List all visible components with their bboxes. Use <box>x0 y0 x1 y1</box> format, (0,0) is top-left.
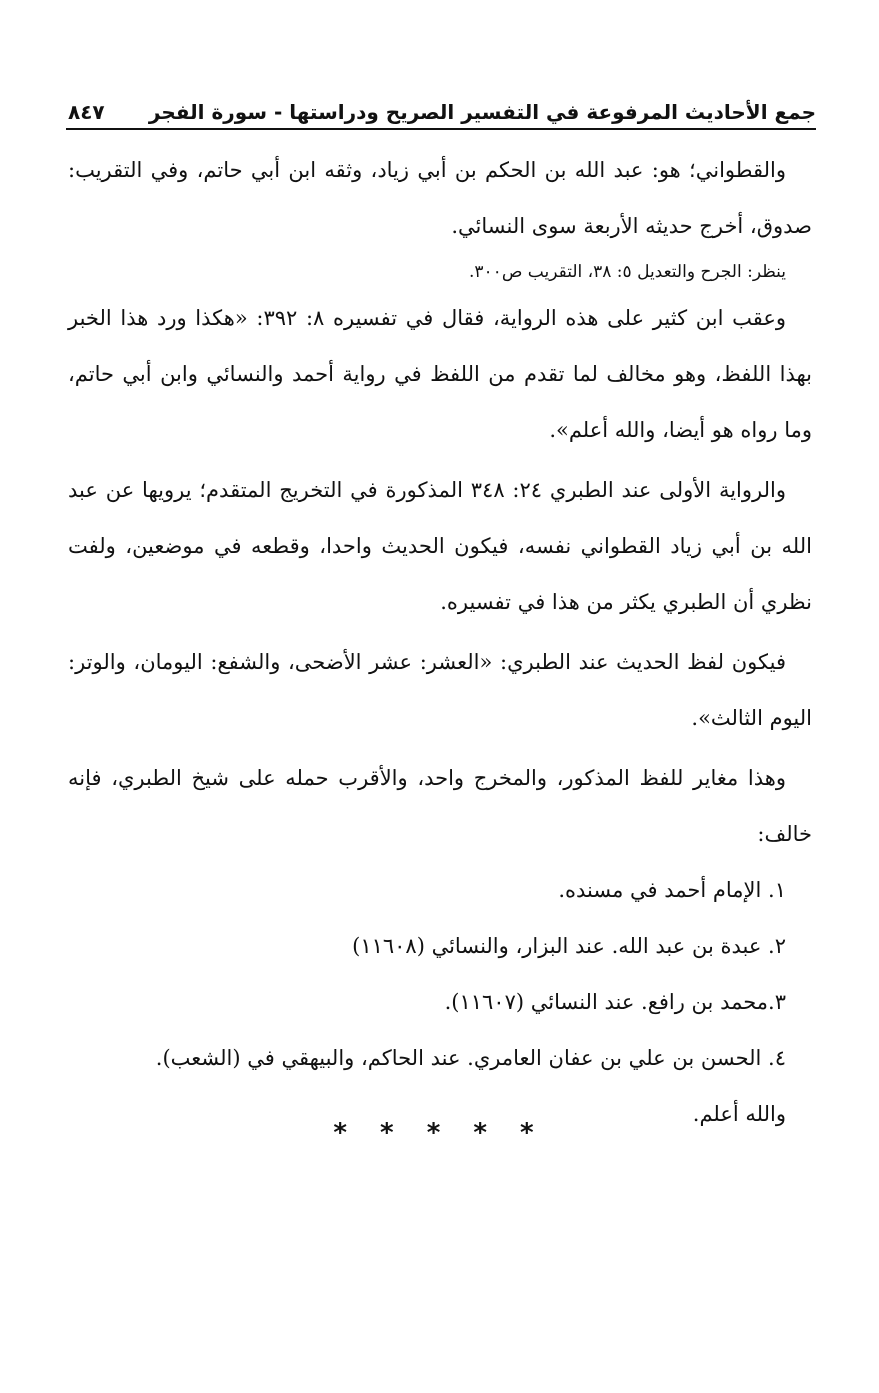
running-title: جمع الأحاديث المرفوعة في التفسير الصريح ودراستها - سورة الفجر <box>148 100 816 124</box>
paragraph-qatwani: والقطواني؛ هو: عبد الله بن الحكم بن أبي زياد، وثقه ابن أبي حاتم، وفي التقريب: صدوق، أخرج حديثه الأربعة سوى النسائي. <box>68 158 812 238</box>
list-item-3: ٣.محمد بن رافع. عند النسائي (١١٦٠٧). <box>444 990 786 1014</box>
reference-note: ينظر: الجرح والتعديل ٥: ٣٨، التقريب ص٣٠٠. <box>469 262 786 282</box>
paragraph-ibn-kathir: وعقب ابن كثير على هذه الرواية، فقال في تفسيره ٨: ٣٩٢: «هكذا ورد هذا الخبر بهذا اللفظ، وهو مخالف لما تقدم من اللفظ في رواية أحمد والنسائي وابن أبي حاتم، وما رواه هو أيضا، والله أعلم». <box>68 306 812 442</box>
page-body <box>68 142 812 1142</box>
paragraph-first-narration: والرواية الأولى عند الطبري ٢٤: ٣٤٨ المذكورة في التخريج المتقدم؛ يرويها عن عبد الله بن أبي زياد القطواني نفسه، فيكون الحديث واحدا، وقطعه في موضعين، ولفت نظري أن الطبري يكثر من هذا في تفسيره. <box>68 478 812 614</box>
list-item-4: ٤. الحسن بن علي بن عفان العامري. عند الحاكم، والبيهقي في (الشعب). <box>155 1046 786 1070</box>
section-separator: * * * * * <box>333 1118 546 1148</box>
page-header <box>66 92 816 130</box>
page-number: ٨٤٧ <box>68 100 105 124</box>
closing-line: والله أعلم. <box>692 1102 786 1126</box>
list-item-1: ١. الإمام أحمد في مسنده. <box>558 878 786 902</box>
list-item-2: ٢. عبدة بن عبد الله. عند البزار، والنسائي (١١٦٠٨) <box>352 934 786 958</box>
paragraph-tabari-wording: فيكون لفظ الحديث عند الطبري: «العشر: عشر الأضحى، والشفع: اليومان، والوتر: اليوم الثالث». <box>68 650 812 730</box>
paragraph-divergence: وهذا مغاير للفظ المذكور، والمخرج واحد، والأقرب حمله على شيخ الطبري، فإنه خالف: <box>68 766 812 846</box>
